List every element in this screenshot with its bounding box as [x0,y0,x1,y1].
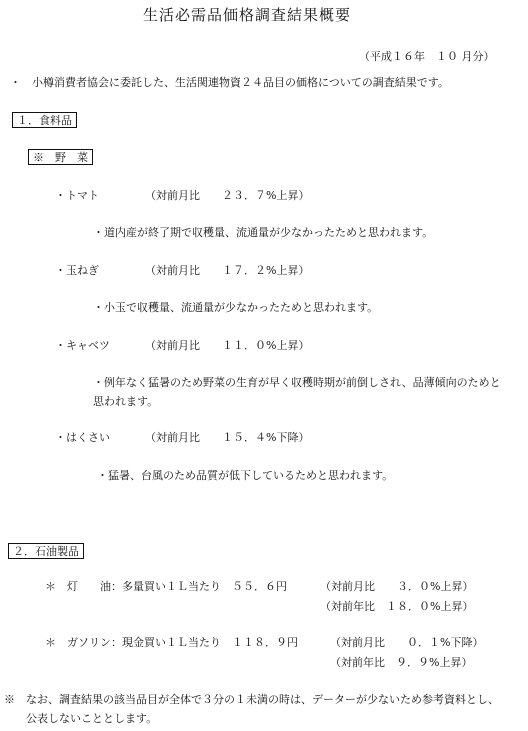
item-change-hakusai: （対前月比 １５．４%下降） [145,431,310,444]
item-name-cabbage: ・キャベツ [55,339,110,352]
item-name-kerosene: ＊ 灯 油：多量買い１Ｌ当たり ５５．６円 [45,580,287,593]
item-change-tomato: （対前月比 ２３．７%上昇） [145,189,310,202]
item-name-hakusai: ・はくさい [55,431,110,444]
footnote-line2: 公表しないこととします。 [4,712,158,725]
item-monthly-gasoline: （対前月比 ０．１%下降） [330,636,484,649]
subheading-vegetables: ※ 野 菜 [28,149,93,165]
item-note-tomato: ・道内産が終了期で収穫量、流通量が少なかったためと思われます。 [93,226,434,239]
page-title: 生活必需品価格調査結果概要 [143,6,352,24]
item-name-tomato: ・トマト [55,189,99,202]
item-note-onion: ・小玉で収穫量、流通量が少なかったためと思われます。 [93,301,379,314]
footnote-line1: ※ なお、調査結果の該当品目が全体で３分の１未満の時は、データーが少ないため参考資料とし、 [4,693,499,706]
item-note-cabbage-line2: 思われます。 [93,395,159,408]
section-heading-petroleum: ２．石油製品 [8,543,84,559]
section-heading-food: １．食料品 [12,112,77,128]
item-change-onion: （対前月比 １７．２%上昇） [145,264,310,277]
report-period: （平成１６年 １０ 月分） [359,50,495,63]
item-note-cabbage-line1: ・例年なく猛暑のため野菜の生育が早く収穫時期が前倒しされ、品薄傾向のためと [93,376,501,389]
item-name-onion: ・玉ねぎ [55,264,99,277]
item-monthly-kerosene: （対前月比 ３．０%上昇） [320,580,474,593]
intro-text: ・ 小樽消費者協会に委託した、生活関連物資２４品目の価格についての調査結果です。 [10,76,449,89]
item-change-cabbage: （対前月比 １１．０%上昇） [145,339,310,352]
item-name-gasoline: ＊ ガソリン：現金買い１Ｌ当たり １１８．９円 [45,636,298,649]
item-note-hakusai: ・猛暑、台風のため品質が低下しているためと思われます。 [97,469,394,482]
item-yearly-gasoline: （対前年比 ９．９%上昇） [330,656,473,669]
item-yearly-kerosene: （対前年比 １８．０%上昇） [320,600,474,613]
